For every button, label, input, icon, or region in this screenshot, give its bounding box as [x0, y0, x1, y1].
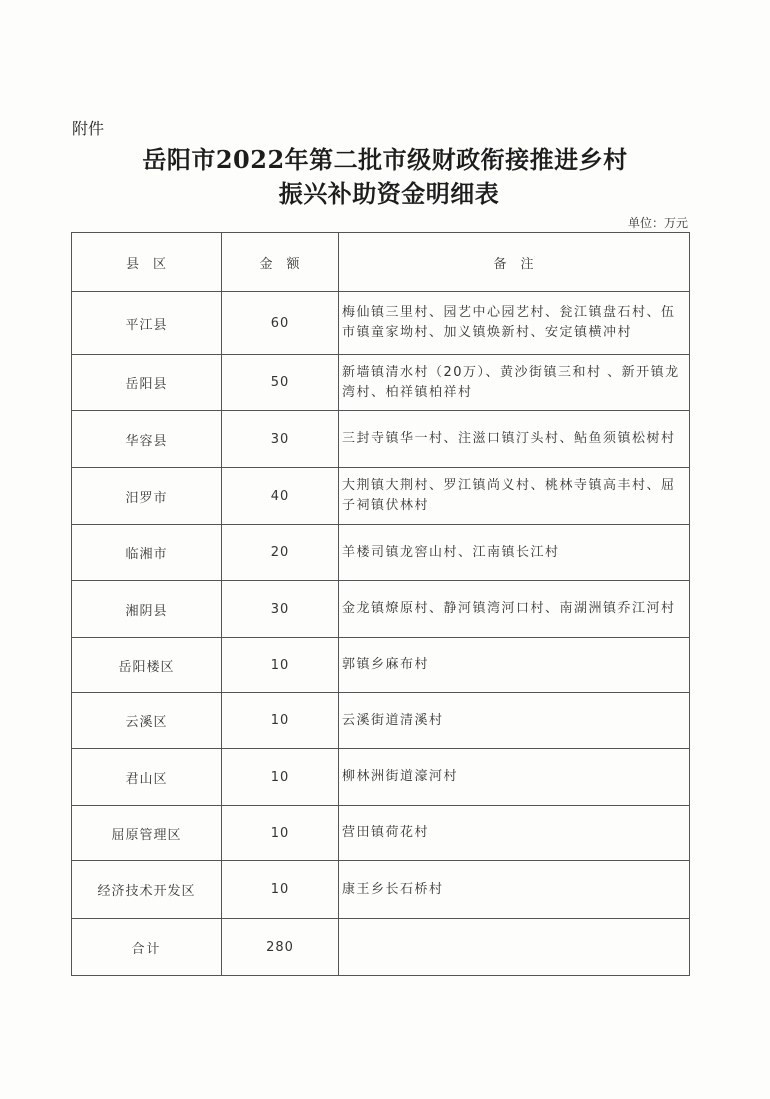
total-row: [72, 919, 690, 976]
document-title-line-2: 振兴补助资金明细表: [278, 179, 500, 208]
district-cell: 云溪区: [72, 693, 222, 749]
table-row: [72, 806, 690, 861]
district-cell: 华容县: [72, 411, 222, 468]
amount-cell: 60: [222, 292, 339, 355]
total-label: 合计: [72, 919, 222, 976]
table-row: [72, 292, 690, 355]
note-cell: 三封寺镇华一村、注滋口镇汀头村、鲇鱼须镇松树村: [339, 411, 690, 468]
total-amount: 280: [222, 919, 339, 976]
table-row: [72, 468, 690, 525]
note-cell: 金龙镇燎原村、静河镇湾河口村、南湖洲镇乔江河村: [339, 581, 690, 638]
amount-cell: 10: [222, 693, 339, 749]
table-header-row: [72, 233, 690, 292]
document-title-line-1: 岳阳市2022年第二批市级财政衔接推进乡村: [142, 145, 628, 174]
header-amount: 金额: [222, 233, 339, 292]
note-cell: 康王乡长石桥村: [339, 861, 690, 919]
table-row: [72, 411, 690, 468]
amount-cell: 30: [222, 411, 339, 468]
table-row: [72, 581, 690, 638]
district-cell: 岳阳楼区: [72, 638, 222, 693]
amount-cell: 30: [222, 581, 339, 638]
note-cell: 大荆镇大荆村、罗江镇尚义村、桃林寺镇高丰村、屈子祠镇伏林村: [339, 468, 690, 525]
district-cell: 君山区: [72, 749, 222, 806]
header-note: 备注: [339, 233, 690, 292]
amount-cell: 10: [222, 861, 339, 919]
amount-cell: 50: [222, 355, 339, 411]
table-row: [72, 355, 690, 411]
district-cell: 屈原管理区: [72, 806, 222, 861]
table-row: [72, 749, 690, 806]
district-cell: 临湘市: [72, 525, 222, 581]
note-cell: 新墙镇清水村（20万）、黄沙街镇三和村 、新开镇龙湾村、柏祥镇柏祥村: [339, 355, 690, 411]
note-cell: 云溪街道清溪村: [339, 693, 690, 749]
district-cell: 经济技术开发区: [72, 861, 222, 919]
district-cell: 汨罗市: [72, 468, 222, 525]
table-row: [72, 693, 690, 749]
table-row: [72, 638, 690, 693]
amount-cell: 10: [222, 749, 339, 806]
attachment-label: 附件: [72, 119, 105, 138]
note-cell: 羊楼司镇龙窖山村、江南镇长江村: [339, 525, 690, 581]
table-row: [72, 861, 690, 919]
amount-cell: 10: [222, 638, 339, 693]
note-cell: 梅仙镇三里村、园艺中心园艺村、瓮江镇盘石村、伍市镇童家坳村、加义镇焕新村、安定镇横冲村: [339, 292, 690, 355]
funding-table: [71, 232, 690, 976]
amount-cell: 20: [222, 525, 339, 581]
total-note: [339, 919, 690, 976]
district-cell: 湘阴县: [72, 581, 222, 638]
unit-label: 单位：万元: [627, 216, 688, 230]
note-cell: 柳林洲街道濠河村: [339, 749, 690, 806]
table-row: [72, 525, 690, 581]
amount-cell: 10: [222, 806, 339, 861]
amount-cell: 40: [222, 468, 339, 525]
header-district: 县区: [72, 233, 222, 292]
note-cell: 营田镇荷花村: [339, 806, 690, 861]
note-cell: 郭镇乡麻布村: [339, 638, 690, 693]
district-cell: 平江县: [72, 292, 222, 355]
district-cell: 岳阳县: [72, 355, 222, 411]
